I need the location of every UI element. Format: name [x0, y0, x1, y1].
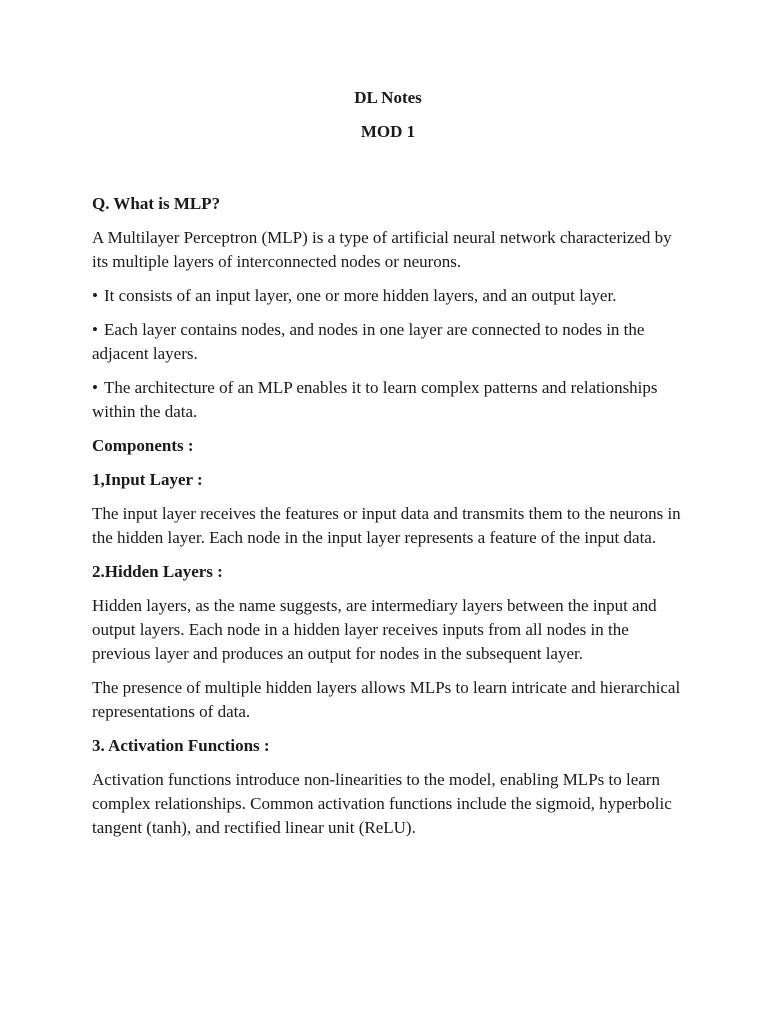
document-subtitle: MOD 1	[360, 122, 416, 141]
paragraph-hidden-layers: Hidden layers, as the name suggests, are intermediary layers between the input and output layers. Each node in a hidden layer receives inputs from all nodes in the previous layer and produces an output for nodes in the subsequent layer.	[92, 596, 657, 663]
bullet-icon: •	[92, 378, 98, 397]
bullet-text: Each layer contains nodes, and nodes in one layer are connected to nodes in the adjacent layers.	[92, 320, 645, 363]
section-heading-activation-functions: 3. Activation Functions :	[92, 736, 270, 755]
bullet-item-nodes	[92, 318, 684, 366]
paragraph-input-layer: The input layer receives the features or input data and transmits them to the neurons in the hidden layer. Each node in the input layer represents a feature of the input data.	[92, 504, 681, 547]
paragraph-mlp-definition: A Multilayer Perceptron (MLP) is a type of artificial neural network characterized by its multiple layers of interconnected nodes or neurons.	[92, 228, 672, 271]
section-heading-hidden-layers: 2.Hidden Layers :	[92, 562, 223, 581]
paragraph-multiple-hidden-layers: The presence of multiple hidden layers allows MLPs to learn intricate and hierarchical representations of data.	[92, 678, 681, 721]
bullet-item-layers	[92, 284, 684, 308]
section-heading-what-is-mlp: Q. What is MLP?	[92, 194, 221, 213]
bullet-text: It consists of an input layer, one or more hidden layers, and an output layer.	[103, 286, 617, 305]
section-heading-input-layer: 1,Input Layer :	[92, 470, 203, 489]
document-title: DL Notes	[354, 88, 422, 107]
section-heading-components: Components :	[92, 436, 194, 455]
bullet-icon: •	[92, 286, 98, 305]
paragraph-activation-functions: Activation functions introduce non-linearities to the model, enabling MLPs to learn complex relationships. Common activation functions include the sigmoid, hyperbolic tangent (tanh), and rectified linear unit (ReLU).	[92, 770, 672, 837]
bullet-item-architecture	[92, 376, 684, 424]
bullet-icon: •	[92, 320, 98, 339]
bullet-text: The architecture of an MLP enables it to learn complex patterns and relationships within the data.	[92, 378, 658, 421]
